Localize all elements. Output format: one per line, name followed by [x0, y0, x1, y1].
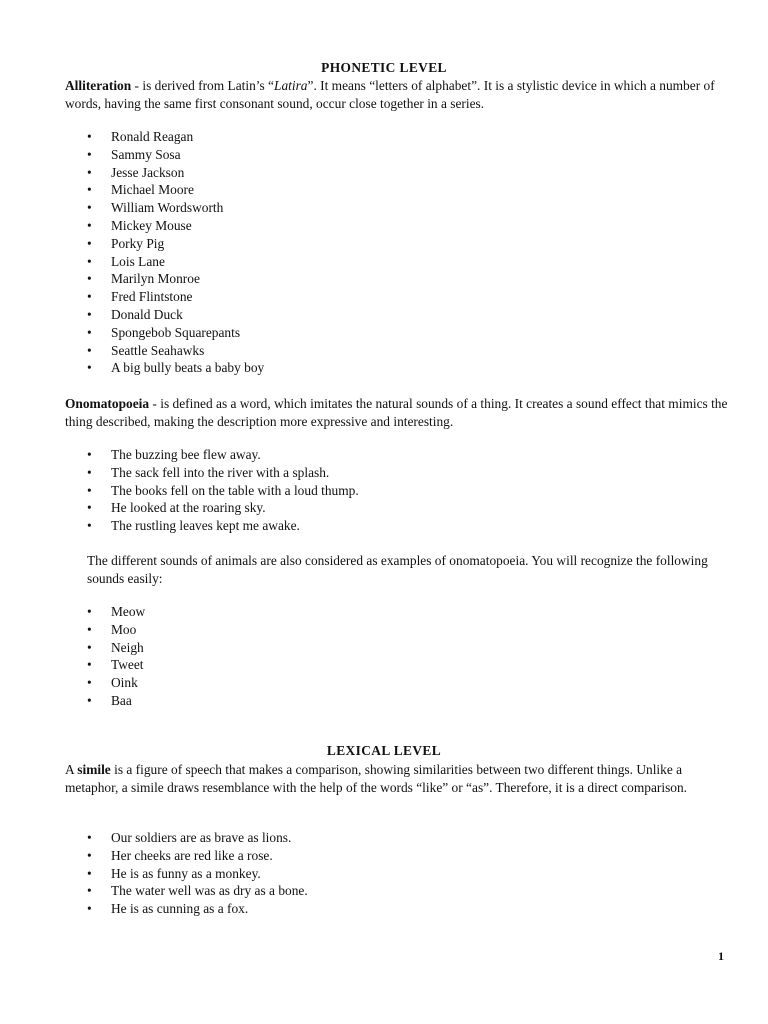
list-item: • Our soldiers are as brave as lions.: [87, 829, 308, 847]
simile-definition: [65, 761, 735, 797]
list-item: • Seattle Seahawks: [87, 342, 264, 360]
list-item: • Jesse Jackson: [87, 164, 264, 182]
list-item: • He looked at the roaring sky.: [87, 499, 359, 517]
list-item: • Meow: [87, 603, 145, 621]
simile-term: simile: [77, 762, 111, 777]
list-item: • Neigh: [87, 639, 145, 657]
alliteration-examples-list: [87, 128, 264, 377]
onomatopoeia-examples-list: [87, 446, 359, 535]
list-item: • The water well was as dry as a bone.: [87, 882, 308, 900]
onomatopoeia-term: Onomatopoeia: [65, 396, 150, 411]
list-item: • He is as cunning as a fox.: [87, 900, 308, 918]
list-item: • Moo: [87, 621, 145, 639]
lexical-level-heading: LEXICAL LEVEL: [326, 743, 442, 758]
animal-sounds-list: [87, 603, 145, 710]
list-item: • Sammy Sosa: [87, 146, 264, 164]
list-item: • The buzzing bee flew away.: [87, 446, 359, 464]
list-item: • The rustling leaves kept me awake.: [87, 517, 359, 535]
list-item: • Lois Lane: [87, 253, 264, 271]
list-item: • He is as funny as a monkey.: [87, 865, 308, 883]
list-item: • The books fell on the table with a loud thump.: [87, 482, 359, 500]
list-item: • Mickey Mouse: [87, 217, 264, 235]
alliteration-term: Alliteration: [65, 78, 132, 93]
onomatopoeia-definition: [65, 395, 735, 431]
list-item: • Ronald Reagan: [87, 128, 264, 146]
simile-examples-list: [87, 829, 308, 918]
list-item: • The sack fell into the river with a splash.: [87, 464, 359, 482]
alliteration-definition: [65, 77, 735, 113]
list-item: • Baa: [87, 692, 145, 710]
list-item: • William Wordsworth: [87, 199, 264, 217]
list-item: • A big bully beats a baby boy: [87, 359, 264, 377]
simile-text-b: is a figure of speech that makes a comparison, showing similarities between two different things. Unlike a metaphor, a simile draws resemblance with the help of the words “like” or “as”. Therefore, it is a direct comparison.: [65, 762, 688, 795]
list-item: • Her cheeks are red like a rose.: [87, 847, 308, 865]
list-item: • Michael Moore: [87, 181, 264, 199]
list-item: • Fred Flintstone: [87, 288, 264, 306]
alliteration-text-b: ”. It means “letters of alphabet”. It is a stylistic device in which a number of words, having the same first consonant sound, occur close together in a series.: [65, 78, 715, 111]
phonetic-level-heading: PHONETIC LEVEL: [321, 60, 447, 75]
animal-sounds-intro: The different sounds of animals are also considered as examples of onomatopoeia. You will recognize the following sounds easily:: [87, 553, 708, 586]
alliteration-latin-word: Latira: [274, 78, 308, 93]
page-number: 1: [718, 949, 724, 963]
list-item: • Porky Pig: [87, 235, 264, 253]
list-item: • Tweet: [87, 656, 145, 674]
list-item: • Donald Duck: [87, 306, 264, 324]
list-item: • Oink: [87, 674, 145, 692]
alliteration-text-a: - is derived from Latin’s “: [131, 78, 274, 93]
list-item: • Spongebob Squarepants: [87, 324, 264, 342]
list-item: • Marilyn Monroe: [87, 270, 264, 288]
onomatopoeia-text: - is defined as a word, which imitates the natural sounds of a thing. It creates a sound effect that mimics the thing described, making the description more expressive and interesting.: [65, 396, 728, 429]
simile-text-a: A: [65, 762, 78, 777]
